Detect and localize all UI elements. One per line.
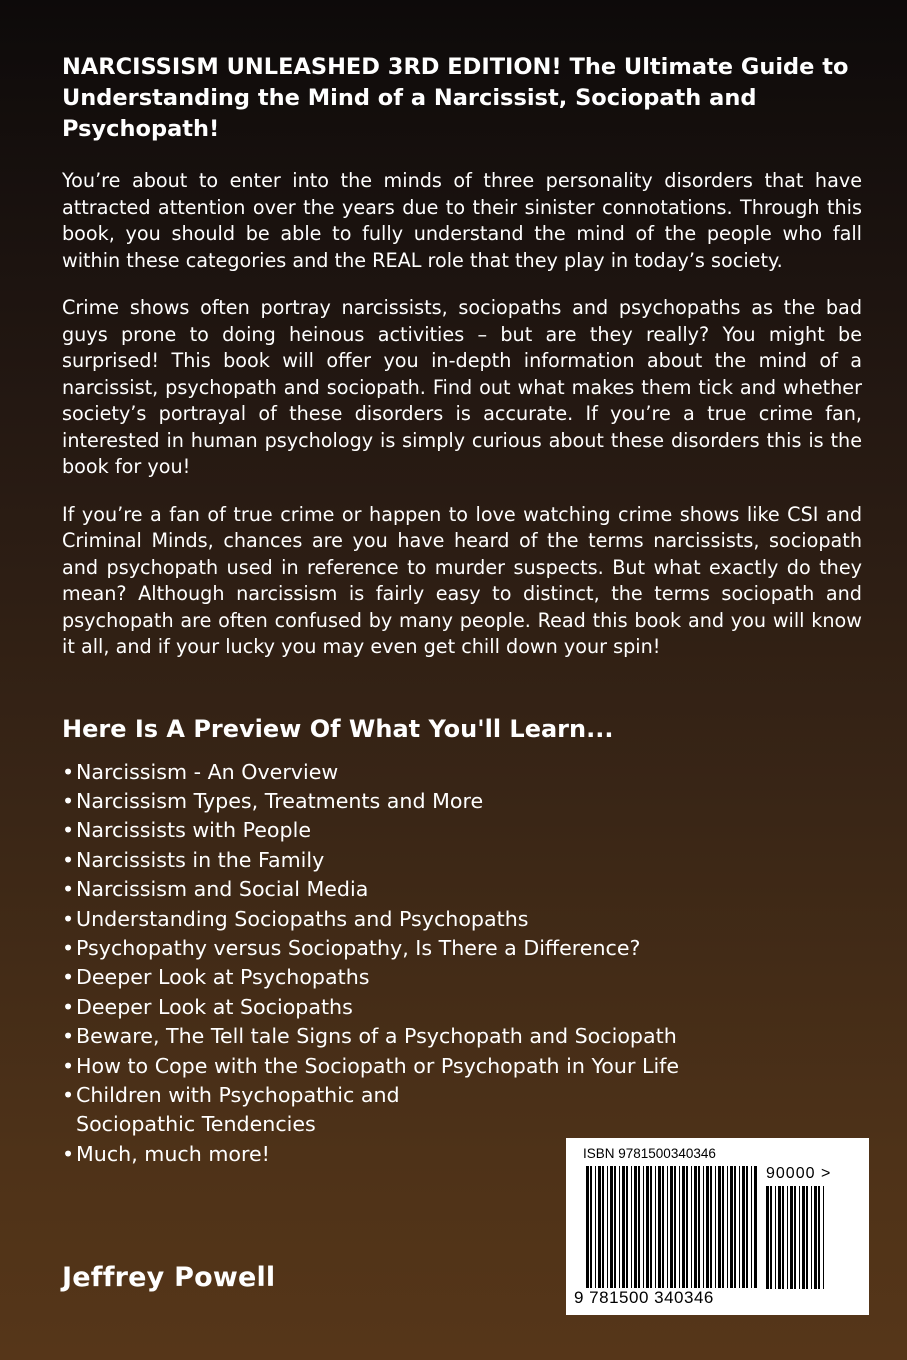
cover-text-block: [62, 52, 862, 1169]
list-item: [62, 1022, 862, 1051]
barcode-main-bars: [586, 1166, 758, 1288]
bullet-icon: •: [62, 818, 75, 843]
list-item-text: Narcissism - An Overview: [76, 759, 339, 784]
bullet-icon: •: [62, 1024, 75, 1049]
bullet-icon: •: [62, 877, 75, 902]
price-code: 90000 >: [766, 1165, 832, 1182]
bullet-icon: •: [62, 1082, 75, 1107]
bullet-icon: •: [62, 1053, 75, 1078]
list-item: [62, 787, 862, 816]
bullet-icon: •: [62, 1141, 75, 1166]
list-item: [62, 1052, 862, 1081]
list-item-text: Deeper Look at Psychopaths: [76, 965, 370, 990]
list-item: [62, 905, 862, 934]
list-item-text: Children with Psychopathic and Sociopathic Tendencies: [76, 1082, 400, 1137]
list-item-text: Narcissists in the Family: [76, 847, 325, 872]
list-item-text: Understanding Sociopaths and Psychopaths: [76, 906, 529, 931]
list-item: [62, 758, 862, 787]
bullet-icon: •: [62, 965, 75, 990]
bullet-icon: •: [62, 906, 75, 931]
isbn-barcode: [566, 1138, 869, 1315]
list-item-text: Much, much more!: [76, 1141, 270, 1166]
list-item: [62, 963, 862, 992]
paragraph-2: Crime shows often portray narcissists, sociopaths and psychopaths as the bad guys prone to doing heinous activities – but are they really? You might be surprised! This book will offer you in-depth information about the mind of a narcissist, psychopath and sociopath. Find out what makes them tick and whether society’s portrayal of these disorders is accurate. If you’re a true crime fan, interested in human psychology is simply curious about these disorders this is the book for you!: [62, 296, 862, 478]
list-item-text: Narcissism and Social Media: [76, 877, 369, 902]
paragraph-1: You’re about to enter into the minds of three personality disorders that have attracted attention over the years due to their sinister connotations. Through this book, you should be able to fully understand the mind of the people who fall within these categories and the REAL role that they play in today’s society.: [62, 169, 862, 272]
bullet-icon: •: [62, 847, 75, 872]
list-item: [62, 934, 862, 963]
list-item-text: Narcissism Types, Treatments and More: [76, 788, 484, 813]
author-name: Jeffrey Powell: [62, 1262, 276, 1293]
list-item: [62, 993, 862, 1022]
preview-list: [62, 758, 862, 1170]
headline: NARCISSISM UNLEASHED 3RD EDITION! The Ultimate Guide to Understanding the Mind of a Narcissist, Sociopath and Psychopath!: [62, 54, 849, 142]
bullet-icon: •: [62, 788, 75, 813]
list-item-text: Psychopathy versus Sociopathy, Is There a Difference?: [76, 935, 641, 960]
preview-heading: Here Is A Preview Of What You'll Learn...: [62, 714, 614, 743]
isbn-digits: 9 781500 340346: [574, 1288, 714, 1307]
list-item-text: How to Cope with the Sociopath or Psychopath in Your Life: [76, 1053, 680, 1078]
bullet-icon: •: [62, 759, 75, 784]
list-item: [62, 816, 862, 845]
barcode-addon-bars: [766, 1186, 826, 1289]
list-item-text: Beware, The Tell tale Signs of a Psychopath and Sociopath: [76, 1024, 677, 1049]
list-item: [62, 875, 862, 904]
isbn-label: ISBN 9781500340346: [583, 1146, 716, 1161]
list-item: [62, 846, 862, 875]
list-item: [62, 1081, 456, 1140]
list-item-text: Narcissists with People: [76, 818, 311, 843]
bullet-icon: •: [62, 994, 75, 1019]
list-item-text: Deeper Look at Sociopaths: [76, 994, 353, 1019]
paragraph-3: If you’re a fan of true crime or happen to love watching crime shows like CSI and Criminal Minds, chances are you have heard of the terms narcissists, sociopath and psychopath used in reference to murder suspects. But what exactly do they mean? Although narcissism is fairly easy to distinct, the terms sociopath and psychopath are often confused by many people. Read this book and you will know it all, and if your lucky you may even get chill down your spin!: [62, 502, 862, 658]
bullet-icon: •: [62, 935, 75, 960]
